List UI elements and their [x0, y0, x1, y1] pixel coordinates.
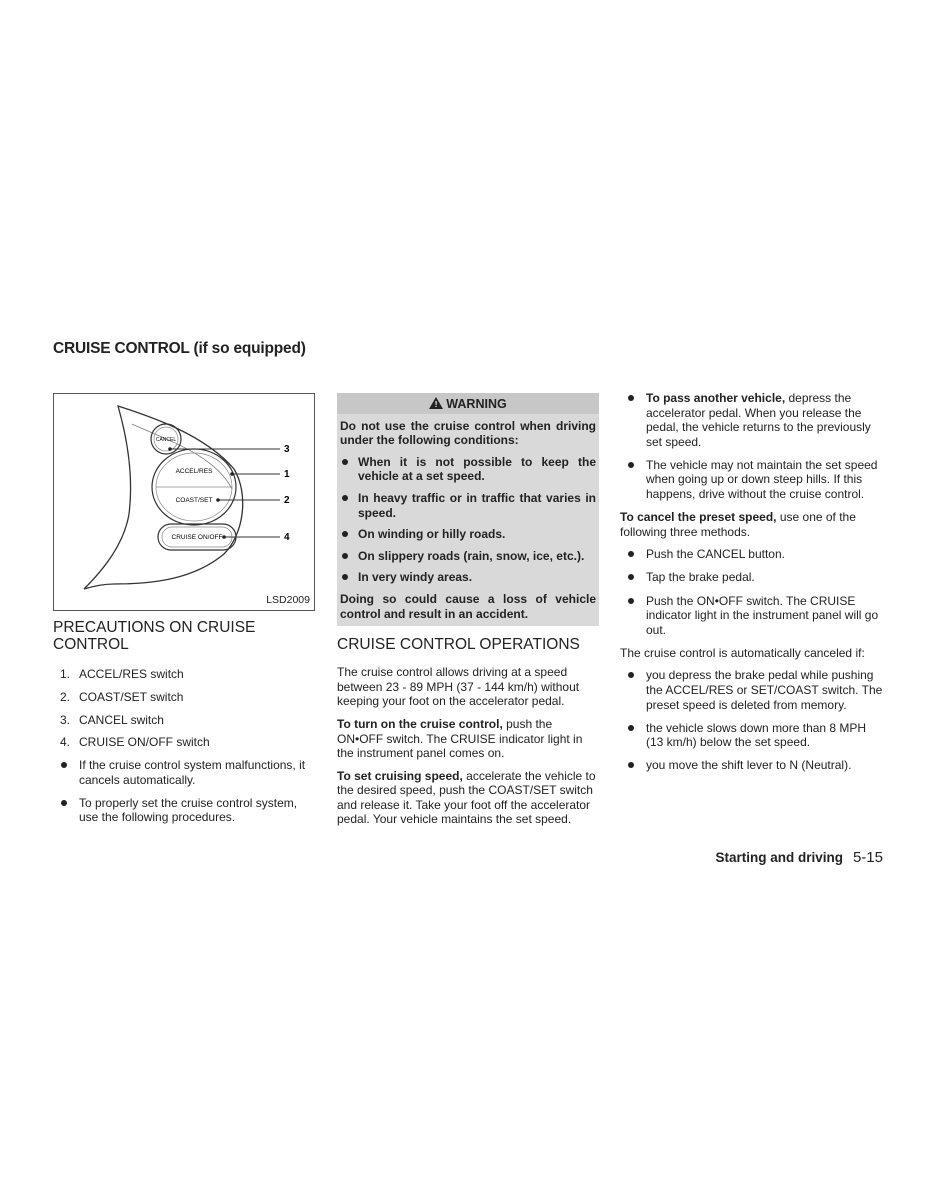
bullet-icon — [628, 672, 634, 678]
warning-title: WARNING — [446, 397, 507, 411]
operations-heading: CRUISE CONTROL OPERATIONS — [337, 636, 580, 654]
figure-code: LSD2009 — [266, 594, 310, 607]
section-title: CRUISE CONTROL (if so equipped) — [53, 340, 306, 357]
list-item: 4. CRUISE ON/OFF switch — [60, 735, 210, 750]
list-item: The vehicle may not maintain the set speed when going up or down steep hills. If this happens, drive without the cruise control. — [620, 458, 883, 502]
left-column — [53, 393, 317, 834]
bullet-icon — [342, 574, 348, 580]
bullet-icon — [628, 462, 634, 468]
list-item: In very windy areas. — [340, 570, 596, 585]
list-item: On winding or hilly roads. — [340, 527, 596, 542]
accel-res-switch-label: ACCEL/RES — [175, 468, 213, 475]
bullet-icon — [628, 551, 634, 557]
list-item: Push the CANCEL button. — [620, 547, 883, 562]
coast-set-switch-label: COAST/SET — [175, 497, 213, 504]
bullet-icon — [628, 598, 634, 604]
bullet-icon — [342, 553, 348, 559]
bullet-icon — [342, 495, 348, 501]
list-item: 2. COAST/SET switch — [60, 689, 184, 704]
list-item: you move the shift lever to N (Neutral). — [620, 758, 883, 773]
list-item: the vehicle slows down more than 8 MPH (13 km/h) below the set speed. — [620, 721, 883, 750]
bullet-icon — [628, 762, 634, 768]
list-item: 1. ACCEL/RES switch — [60, 667, 184, 681]
operations-intro: The cruise control allows driving at a speed between 23 - 89 MPH (37 - 144 km/h) without keeping your foot on the accelerator pedal. — [337, 665, 580, 709]
page-footer — [600, 849, 883, 866]
bullet-icon — [628, 725, 634, 731]
switch-list — [53, 667, 317, 750]
cancel-paragraph: To cancel the preset speed, use one of the following three methods. — [620, 510, 856, 539]
warning-intro: Do not use the cruise control when driving under the following conditions: — [340, 418, 596, 448]
list-item: Tap the brake pedal. — [620, 570, 883, 585]
bullet-icon — [61, 762, 67, 768]
auto-cancel-list — [620, 668, 883, 773]
list-item: Push the ON•OFF switch. The CRUISE indicator light in the instrument panel will go out. — [620, 594, 883, 638]
warning-triangle-icon — [429, 397, 443, 409]
pass-bullets — [620, 391, 883, 502]
list-item: When it is not possible to keep the vehicle at a set speed. — [340, 455, 596, 484]
cruise-switch-figure — [53, 393, 315, 611]
callout-3: 3 — [284, 444, 290, 455]
right-column — [620, 391, 883, 781]
precautions-bullets — [53, 758, 317, 825]
warning-outro: Doing so could cause a loss of vehicle control and result in an accident. — [340, 591, 596, 621]
page-number: 5-15 — [852, 849, 883, 866]
list-item: In heavy traffic or in traffic that varies in speed. — [340, 491, 596, 520]
list-item: To properly set the cruise control system, use the following procedures. — [53, 796, 317, 825]
turn-on-paragraph: To turn on the cruise control, push the ON•OFF switch. The CRUISE indicator light in the instrument panel comes on. — [337, 716, 583, 761]
middle-column — [337, 393, 599, 835]
bullet-icon — [342, 459, 348, 465]
callout-4: 4 — [284, 532, 290, 543]
list-item: If the cruise control system malfunctions, it cancels automatically. — [53, 758, 317, 787]
bullet-icon — [61, 800, 67, 806]
set-speed-paragraph: To set cruising speed, accelerate the vehicle to the desired speed, push the COAST/SET switch and release it. Take your foot off the accelerator pedal. Your vehicle maintains the set speed. — [337, 768, 596, 827]
bullet-icon — [628, 574, 634, 580]
footer-section-name: Starting and driving — [715, 850, 843, 865]
bullet-icon — [342, 531, 348, 537]
bullet-icon — [628, 395, 634, 401]
warning-box — [337, 393, 599, 626]
cancel-switch-label: CANCEL — [155, 437, 177, 443]
auto-cancel-intro: The cruise control is automatically canceled if: — [620, 645, 865, 660]
cruise-onoff-switch-label: CRUISE ON/OFF — [171, 534, 223, 541]
warning-header — [337, 393, 599, 414]
list-item: 3. CANCEL switch — [60, 712, 164, 727]
list-item: On slippery roads (rain, snow, ice, etc.). — [340, 549, 596, 564]
steering-switch-illustration — [54, 394, 316, 612]
cancel-methods — [620, 547, 883, 637]
callout-2: 2 — [284, 495, 290, 506]
callout-1: 1 — [284, 469, 290, 480]
warning-list — [337, 455, 599, 585]
list-item: you depress the brake pedal while pushing the ACCEL/RES or SET/COAST switch. The preset speed is deleted from memory. — [620, 668, 883, 712]
precautions-heading: PRECAUTIONS ON CRUISE CONTROL — [53, 619, 256, 653]
list-item: To pass another vehicle, depress the accelerator pedal. When you release the pedal, the vehicle returns to the previously set speed. — [620, 391, 883, 449]
